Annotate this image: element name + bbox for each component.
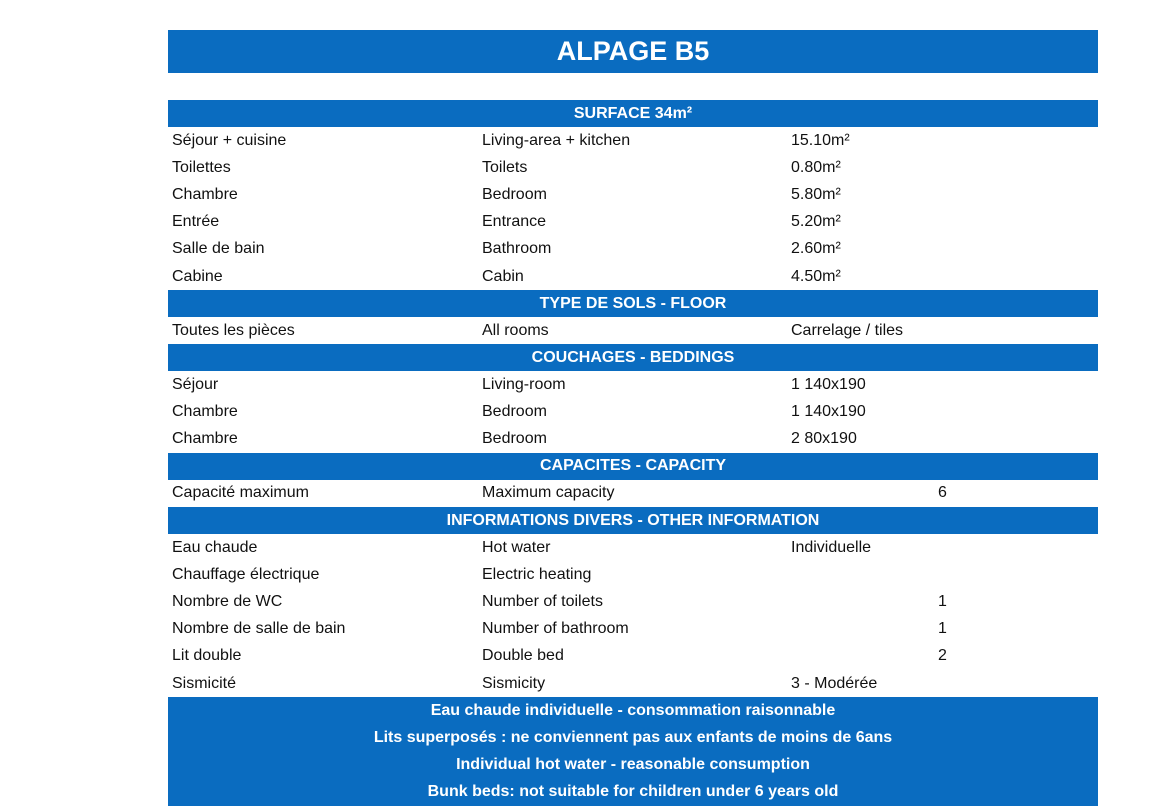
label-fr: Chauffage électrique (172, 565, 320, 583)
number-value: 1 (938, 593, 947, 611)
label-fr: Cabine (172, 267, 223, 285)
label-en: All rooms (482, 321, 549, 339)
number-value: 2 (938, 647, 947, 665)
label-fr: Chambre (172, 403, 238, 421)
label-en: Living-area + kitchen (482, 131, 631, 149)
note-line: Bunk beds: not suitable for children under 6 years old (427, 783, 839, 801)
label-en: Bedroom (482, 430, 547, 448)
label-en: Cabin (482, 267, 524, 285)
label-fr: Séjour + cuisine (172, 131, 287, 149)
table-row (168, 399, 1098, 426)
label-en: Number of bathroom (482, 620, 629, 638)
table-row (168, 263, 1098, 290)
table-row (168, 588, 1098, 615)
label-en: Hot water (482, 538, 551, 556)
label-fr: Séjour (172, 375, 219, 393)
label-en: Living-room (482, 375, 566, 393)
section-header-beddings: COUCHAGES - BEDDINGS (168, 344, 1098, 371)
table-row (168, 670, 1098, 697)
section-header-other: INFORMATIONS DIVERS - OTHER INFORMATION (168, 507, 1098, 534)
label-en: Bathroom (482, 240, 552, 258)
value: 1 140x190 (791, 403, 866, 421)
value: 5.20m² (791, 213, 841, 231)
value: 1 140x190 (791, 375, 866, 393)
label-fr: Capacité maximum (172, 484, 309, 502)
table-row (168, 371, 1098, 398)
value: 5.80m² (791, 185, 841, 203)
table-row (168, 181, 1098, 208)
value: 2.60m² (791, 240, 841, 258)
label-fr: Toilettes (172, 158, 231, 176)
table-row (168, 154, 1098, 181)
table-row (168, 616, 1098, 643)
label-en: Entrance (482, 213, 547, 231)
note-line: Lits superposés : ne conviennent pas aux enfants de moins de 6ans (373, 728, 893, 746)
table-row (168, 534, 1098, 561)
value: 0.80m² (791, 158, 841, 176)
label-en: Number of toilets (482, 593, 603, 611)
table-row (168, 643, 1098, 670)
table-row (168, 561, 1098, 588)
label-fr: Toutes les pièces (172, 321, 295, 339)
value: 4.50m² (791, 267, 841, 285)
label-fr: Entrée (172, 213, 220, 231)
page-title: ALPAGE B5 (168, 30, 1098, 73)
table-row (168, 236, 1098, 263)
value: 2 80x190 (791, 430, 857, 448)
number-value: 6 (938, 484, 947, 502)
value: 3 - Modérée (791, 674, 878, 692)
label-fr: Salle de bain (172, 240, 265, 258)
number-value: 1 (938, 620, 947, 638)
table-row (168, 317, 1098, 344)
label-fr: Eau chaude (172, 538, 258, 556)
value: 15.10m² (791, 131, 850, 149)
label-en: Bedroom (482, 185, 547, 203)
value: Carrelage / tiles (791, 321, 904, 339)
label-en: Electric heating (482, 565, 592, 583)
label-fr: Chambre (172, 430, 238, 448)
note-line: Individual hot water - reasonable consumption (456, 756, 810, 774)
table-row (168, 127, 1098, 154)
label-fr: Sismicité (172, 674, 237, 692)
note-line: Eau chaude individuelle - consommation raisonnable (430, 701, 836, 719)
label-fr: Nombre de WC (172, 593, 283, 611)
section-header-capacity: CAPACITES - CAPACITY (168, 453, 1098, 480)
notes-box (168, 697, 1098, 806)
section-header-surface: SURFACE 34m² (168, 100, 1098, 127)
label-fr: Lit double (172, 647, 242, 665)
table-row (168, 480, 1098, 507)
label-en: Sismicity (482, 674, 546, 692)
info-table (168, 100, 1098, 806)
label-fr: Nombre de salle de bain (172, 620, 346, 638)
label-en: Toilets (482, 158, 528, 176)
value: Individuelle (791, 538, 872, 556)
table-row (168, 426, 1098, 453)
label-en: Bedroom (482, 403, 547, 421)
label-en: Maximum capacity (482, 484, 615, 502)
label-fr: Chambre (172, 185, 238, 203)
section-header-floor: TYPE DE SOLS - FLOOR (168, 290, 1098, 317)
label-en: Double bed (482, 647, 564, 665)
table-row (168, 209, 1098, 236)
